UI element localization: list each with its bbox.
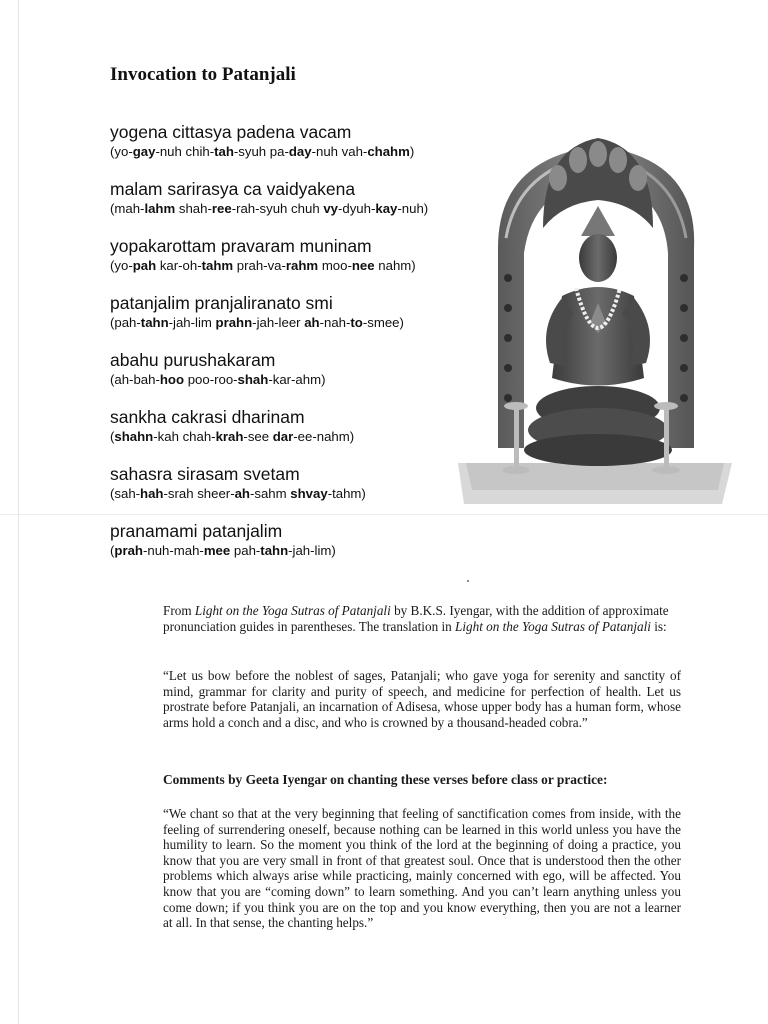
verse-pronunciation: (pah-tahn-jah-lim prahn-jah-leer ah-nah-to-smee) [110,315,404,330]
verse-6 [110,406,490,463]
patanjali-statue-image [458,118,732,504]
verse-pronunciation: (yo-pah kar-oh-tahm prah-va-rahm moo-nee nahm) [110,258,416,273]
comments-heading: Comments by Geeta Iyengar on chanting these verses before class or practice: [163,772,608,787]
translation-quote: “Let us bow before the noblest of sages, Patanjali; who gave yoga for serenity and sanctity of mind, grammar for clarity and purity of speech, and medicine for perfection of health. Let us prostrate before Patanjali, an incarnation of Adisesa, whose upper body has a human form, whose arms hold a conch and a disc, and who is crowned by a thousand-headed cobra.” [163,668,681,730]
verse-pronunciation: (mah-lahm shah-ree-rah-syuh chuh vy-dyuh-kay-nuh) [110,201,429,216]
verse-3 [110,235,490,292]
speck-mark [467,580,469,582]
verse-pronunciation: (yo-gay-nuh chih-tah-syuh pa-day-nuh vah-chahm) [110,144,415,159]
verse-sanskrit: yopakarottam pravaram muninam [110,236,372,256]
comments-paragraph: “We chant so that at the very beginning that feeling of sanctification comes from inside, with the feeling of surrendering oneself, because nothing can be learned in this world unless you have the humility to learn. So the moment you think of the lord at the beginning of doing a practice, you know that you are very small in front of that greatest soul. Once that is understood then the other problems which always arise while practicing, mainly concerned with ego, will be affected. You know that you are “coming down” to learn something. And you can’t learn anything unless you come down; if you think you are on the top and you know everything, then you are not a learner at all. In that sense, the chanting helps.” [163,806,681,931]
verse-sanskrit: sankha cakrasi dharinam [110,407,305,427]
verse-4 [110,292,490,349]
verse-sanskrit: pranamami patanjalim [110,521,283,541]
intro-paragraph [163,603,681,634]
verse-sanskrit: abahu purushakaram [110,350,276,370]
page-title: Invocation to Patanjali [110,64,296,85]
verse-sanskrit: sahasra sirasam svetam [110,464,300,484]
verse-sanskrit: yogena cittasya padena vacam [110,122,352,142]
intro-text: From Light on the Yoga Sutras of Patanjali by B.K.S. Iyengar, with the addition of approximate pronunciation guides in parentheses. The translation in Light on the Yoga Sutras of Patanjali is: [163,603,669,634]
verse-1 [110,121,490,178]
verse-pronunciation: (prah-nuh-mah-mee pah-tahn-jah-lim) [110,543,336,558]
verse-pronunciation: (ah-bah-hoo poo-roo-shah-kar-ahm) [110,372,326,387]
verse-pronunciation: (sah-hah-srah sheer-ah-sahm shvay-tahm) [110,486,366,501]
verse-sanskrit: malam sarirasya ca vaidyakena [110,179,356,199]
verse-5 [110,349,490,406]
verse-list [110,121,490,577]
verse-8 [110,520,490,577]
verse-7 [110,463,490,520]
page-edge-line [18,0,19,1024]
verse-sanskrit: patanjalim pranjaliranato smi [110,293,333,313]
verse-pronunciation: (shahn-kah chah-krah-see dar-ee-nahm) [110,429,355,444]
verse-2 [110,178,490,235]
